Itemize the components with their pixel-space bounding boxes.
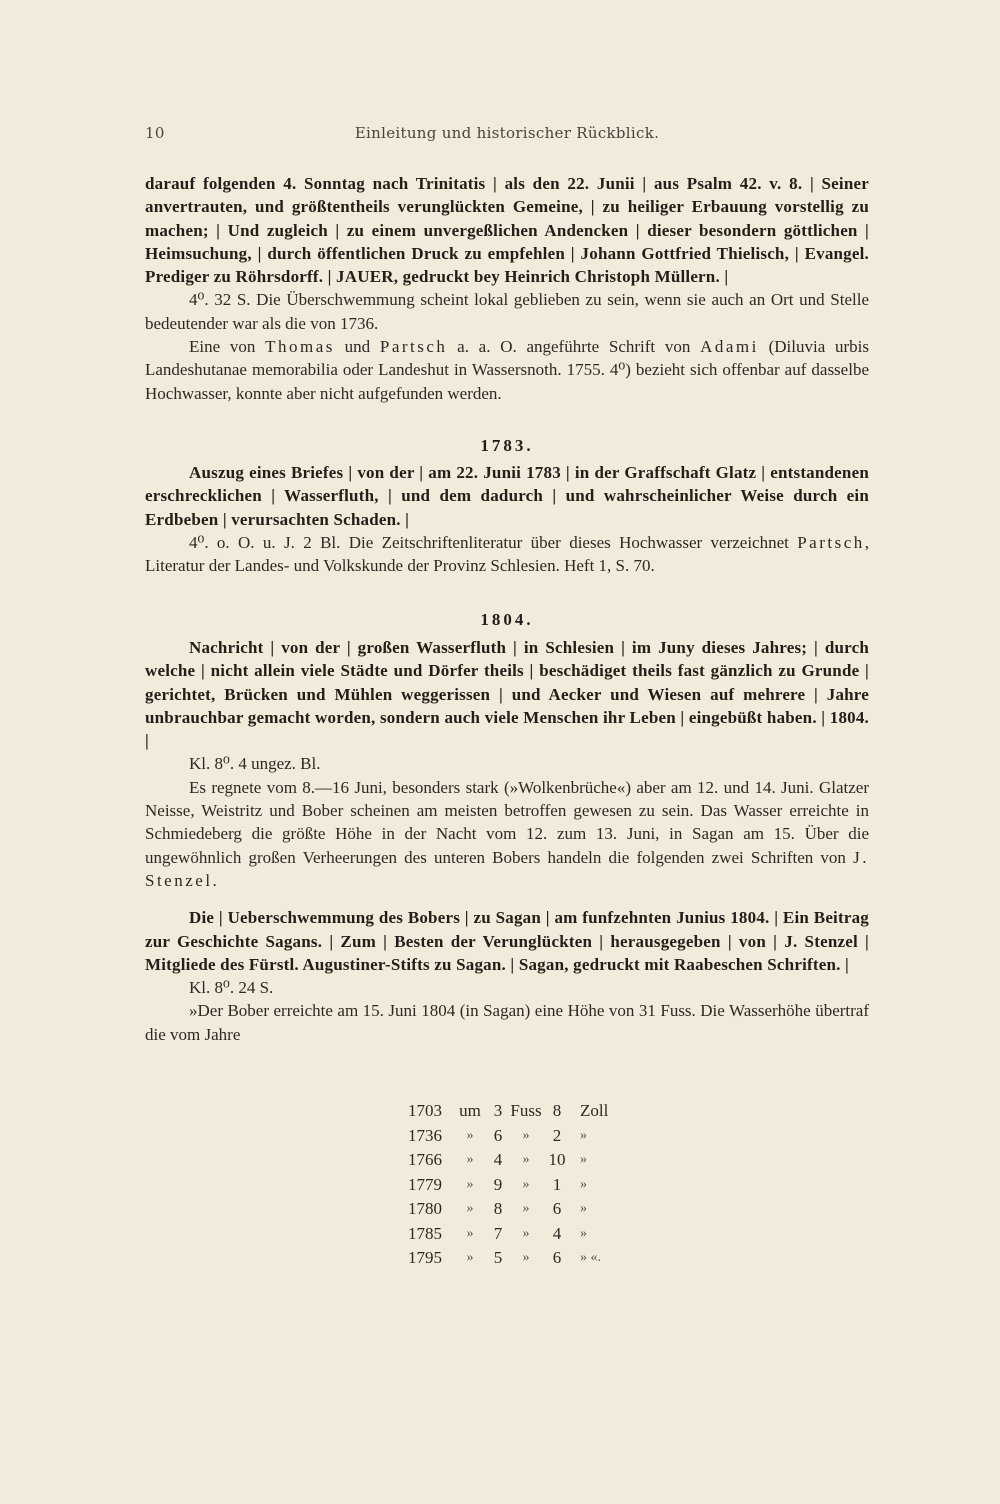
page-number: 10 [145,124,165,142]
table-cell: » [580,1127,587,1143]
table-cell: » [522,1225,530,1241]
table-cell: » [466,1225,474,1241]
table-cell: Zoll [580,1101,609,1121]
table-cell: um [459,1101,481,1121]
table-cell: » [466,1127,474,1143]
table-row [408,1197,612,1222]
table-cell: 8 [552,1101,562,1121]
table-cell: » [522,1152,530,1168]
flood-description: Es regnete vom 8.—16 Juni, besonders stark (»Wolkenbrüche«) aber am 12. und 14. Juni. Glatzer Neisse, Weistritz und Bober scheinen am meisten betroffen gewesen zu sein. Das Wasser erreichte in Schmiedeberg die größte Höhe in der Nacht vom 12. zum 13. Juni, in Sagan am 15. Über die ungewöhnlich großen Verheerungen des unteren Bobers handeln die folgenden zwei Schriften von J. Stenzel. [145,777,869,890]
table-row [408,1099,612,1124]
note-1783: 4⁰. o. O. u. J. 2 Bl. Die Zeitschriftenliteratur über dieses Hochwasser verzeichnet Partsch, Literatur der Landes- und Volkskunde der Provinz Schlesien. Heft 1, S. 70. [145,532,869,576]
table-cell: 4 [493,1150,503,1170]
table-cell: » «. [580,1250,601,1266]
table-cell: 1766 [408,1150,442,1170]
table-row [408,1173,612,1198]
table-cell: » [580,1176,587,1192]
table-cell: Fuss [510,1101,542,1121]
table-cell: » [466,1201,474,1217]
table-cell: » [522,1201,530,1217]
table-cell: 1785 [408,1223,442,1243]
bober-quote: »Der Bober erreichte am 15. Juni 1804 (in Sagan) eine Höhe von 31 Fuss. Die Wasserhöhe übertraf die vom Jahre [145,1001,869,1044]
table-cell: 1 [552,1174,562,1194]
table-cell: 1779 [408,1174,442,1194]
table-cell: » [466,1152,474,1168]
table-cell: » [580,1225,587,1241]
table-cell: 4 [552,1223,562,1243]
table-row [408,1222,612,1247]
table-cell: » [580,1201,587,1217]
table-cell: » [466,1250,474,1266]
table-row [408,1148,612,1173]
table-cell: 5 [493,1248,503,1268]
table-cell: 1703 [408,1101,442,1121]
format-1804: Kl. 8⁰. 4 ungez. Bl. [189,754,321,774]
table-row [408,1124,612,1149]
year-heading-1804: 1804. [480,610,534,629]
table-cell: 9 [493,1174,503,1194]
table-cell: 6 [552,1199,562,1219]
fraktur-title-continuation: darauf folgenden 4. Sonntag nach Trinitatis | als den 22. Junii | aus Psalm 42. v. 8. | Seiner anvertrauten, und größtentheils verunglückten Gemeine, | zu heiliger Erbauung vorstellig zu machen; | Und zugleich | zu einem unvergeßlichen Andencken | dieser besondern göttlichen | Heimsuchung, | durch öffentlichen Druck zu empfehlen | Johann Gottfried Thielisch, | Evangel. Prediger zu Röhrsdorff. | JAUER, gedruckt bey Heinrich Christoph Müllern. | [145,174,869,287]
table-cell: 1795 [408,1248,442,1268]
table-cell: 1780 [408,1199,442,1219]
table-cell: 3 [493,1101,503,1121]
bibliographic-note: 4⁰. 32 S. Die Überschwemmung scheint lokal geblieben zu sein, wenn sie auch an Ort und Stelle bedeutender war als die von 1736. [145,290,869,333]
fraktur-title-1783: Auszug eines Briefes | von der | am 22. Junii 1783 | in der Graffschaft Glatz | entstandenen erschrecklichen | Wasserfluth, | und dem dadurch | und wahrscheinlicher Weise durch ein Erdbeben | verursachten Schaden. | [145,463,869,529]
table-cell: » [466,1176,474,1192]
table-cell: 6 [493,1125,503,1145]
table-cell: 10 [548,1150,566,1170]
table-cell: 2 [552,1125,562,1145]
table-cell: 1736 [408,1125,442,1145]
running-title: Einleitung und historischer Rückblick. [354,124,660,142]
table-row [408,1246,612,1271]
fraktur-title-stenzel: Die | Ueberschwemmung des Bobers | zu Sagan | am funfzehnten Junius 1804. | Ein Beitrag zur Geschichte Sagans. | Zum | Besten der Verunglückten | herausgegeben | von | J. Stenzel | Mitgliede des Fürstl. Augustiner-Stifts zu Sagan. | Sagan, gedruckt mit Raabeschen Schriften. | [145,908,869,974]
section-1804 [145,636,869,1046]
table-cell: » [580,1152,587,1168]
fraktur-title-1804: Nachricht | von der | großen Wasserfluth | in Schlesien | im Juny dieses Jahres; | durch welche | nicht allein viele Städte und Dörfer theils | beschädiget theils fast gänzlich zu Grunde | gerichtet, Brücken und Mühlen weggerissen | und Aecker und Wiesen auf mehrere | Jahre unbrauchbar gemacht worden, sondern auch viele Menschen ihr Leben | eingebüßt haben. | 1804. | [145,638,869,751]
year-heading-1783: 1783. [480,436,534,455]
water-height-table [408,1099,612,1271]
block-1816-title [145,172,869,405]
table-cell: 6 [552,1248,562,1268]
table-cell: » [522,1176,530,1192]
table-cell: » [522,1127,530,1143]
table-cell: 8 [493,1199,503,1219]
format-stenzel: Kl. 8⁰. 24 S. [189,978,274,998]
adami-paragraph: Eine von Thomas und Partsch a. a. O. angeführte Schrift von Adami (Diluvia urbis Landeshutanae memorabilia oder Landeshut in Wassersnoth. 1755. 4⁰) bezieht sich offenbar auf dasselbe Hochwasser, konnte aber nicht aufgefunden werden. [145,337,870,403]
table-cell: » [522,1250,530,1266]
table-cell: 7 [493,1223,503,1243]
section-1783 [145,461,869,577]
